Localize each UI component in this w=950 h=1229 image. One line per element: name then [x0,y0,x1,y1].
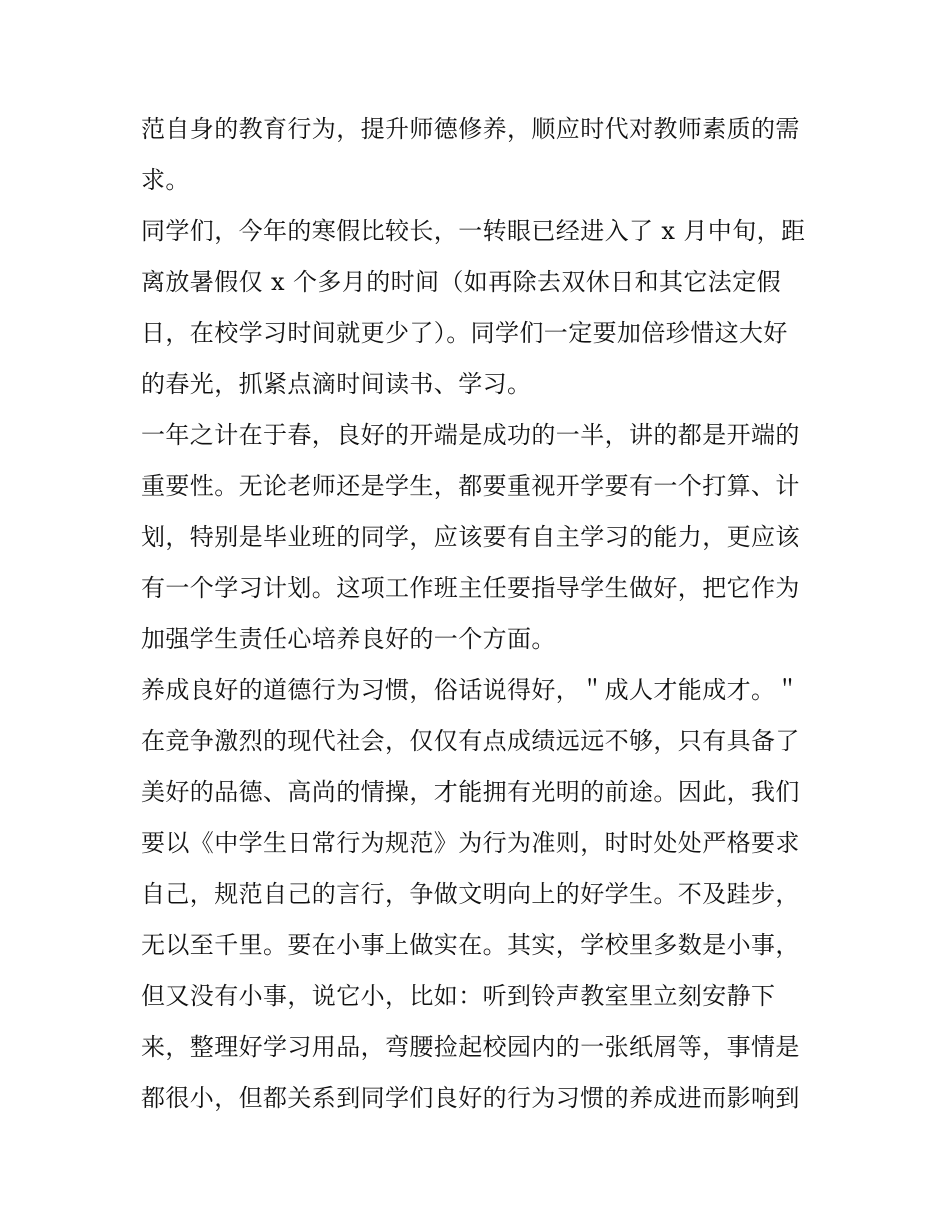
text-line-5: 日，在校学习时间就更少了）。同学们一定要加倍珍惜这大好 [141,319,788,347]
text-line-15: 要以《中学生日常行为规范》为行为准则，时时处处严格要求 [141,829,800,857]
text-line-11: 加强学生责任心培养良好的一个方面。 [141,625,556,653]
text-line-18: 但又没有小事，说它小，比如：听到铃声教室里立刻安静下 [141,982,776,1010]
text-line-16: 自己，规范自己的言行，争做文明向上的好学生。不及跬步， [141,880,800,908]
text-line-4: 离放暑假仅 x 个多月的时间（如再除去双休日和其它法定假 [141,268,781,296]
body-text [141,104,821,1124]
text-line-9: 划，特别是毕业班的同学，应该要有自主学习的能力，更应该 [141,523,800,551]
text-line-3: 同学们，今年的寒假比较长，一转眼已经进入了 x 月中旬，距 [141,217,806,245]
text-line-13: 在竞争激烈的现代社会，仅仅有点成绩远远不够，只有具备了 [141,727,800,755]
text-line-14: 美好的品德、高尚的情操，才能拥有光明的前途。因此，我们 [141,778,800,806]
text-line-2: 求。 [141,166,190,194]
text-line-6: 的春光，抓紧点滴时间读书、学习。 [141,370,532,398]
text-line-8: 重要性。无论老师还是学生，都要重视开学要有一个打算、计 [141,472,800,500]
text-line-7: 一年之计在于春，良好的开端是成功的一半，讲的都是开端的 [141,421,800,449]
text-line-17: 无以至千里。要在小事上做实在。其实，学校里多数是小事， [141,931,800,959]
text-line-19: 来，整理好学习用品，弯腰捡起校园内的一张纸屑等，事情是 [141,1033,800,1061]
text-line-1: 范自身的教育行为，提升师德修养，顺应时代对教师素质的需 [141,115,800,143]
text-line-12: 养成良好的道德行为习惯，俗话说得好，＂成人才能成才。＂ [141,676,800,704]
text-line-20: 都很小，但都关系到同学们良好的行为习惯的养成进而影响到 [141,1084,800,1112]
text-line-10: 有一个学习计划。这项工作班主任要指导学生做好，把它作为 [141,574,800,602]
